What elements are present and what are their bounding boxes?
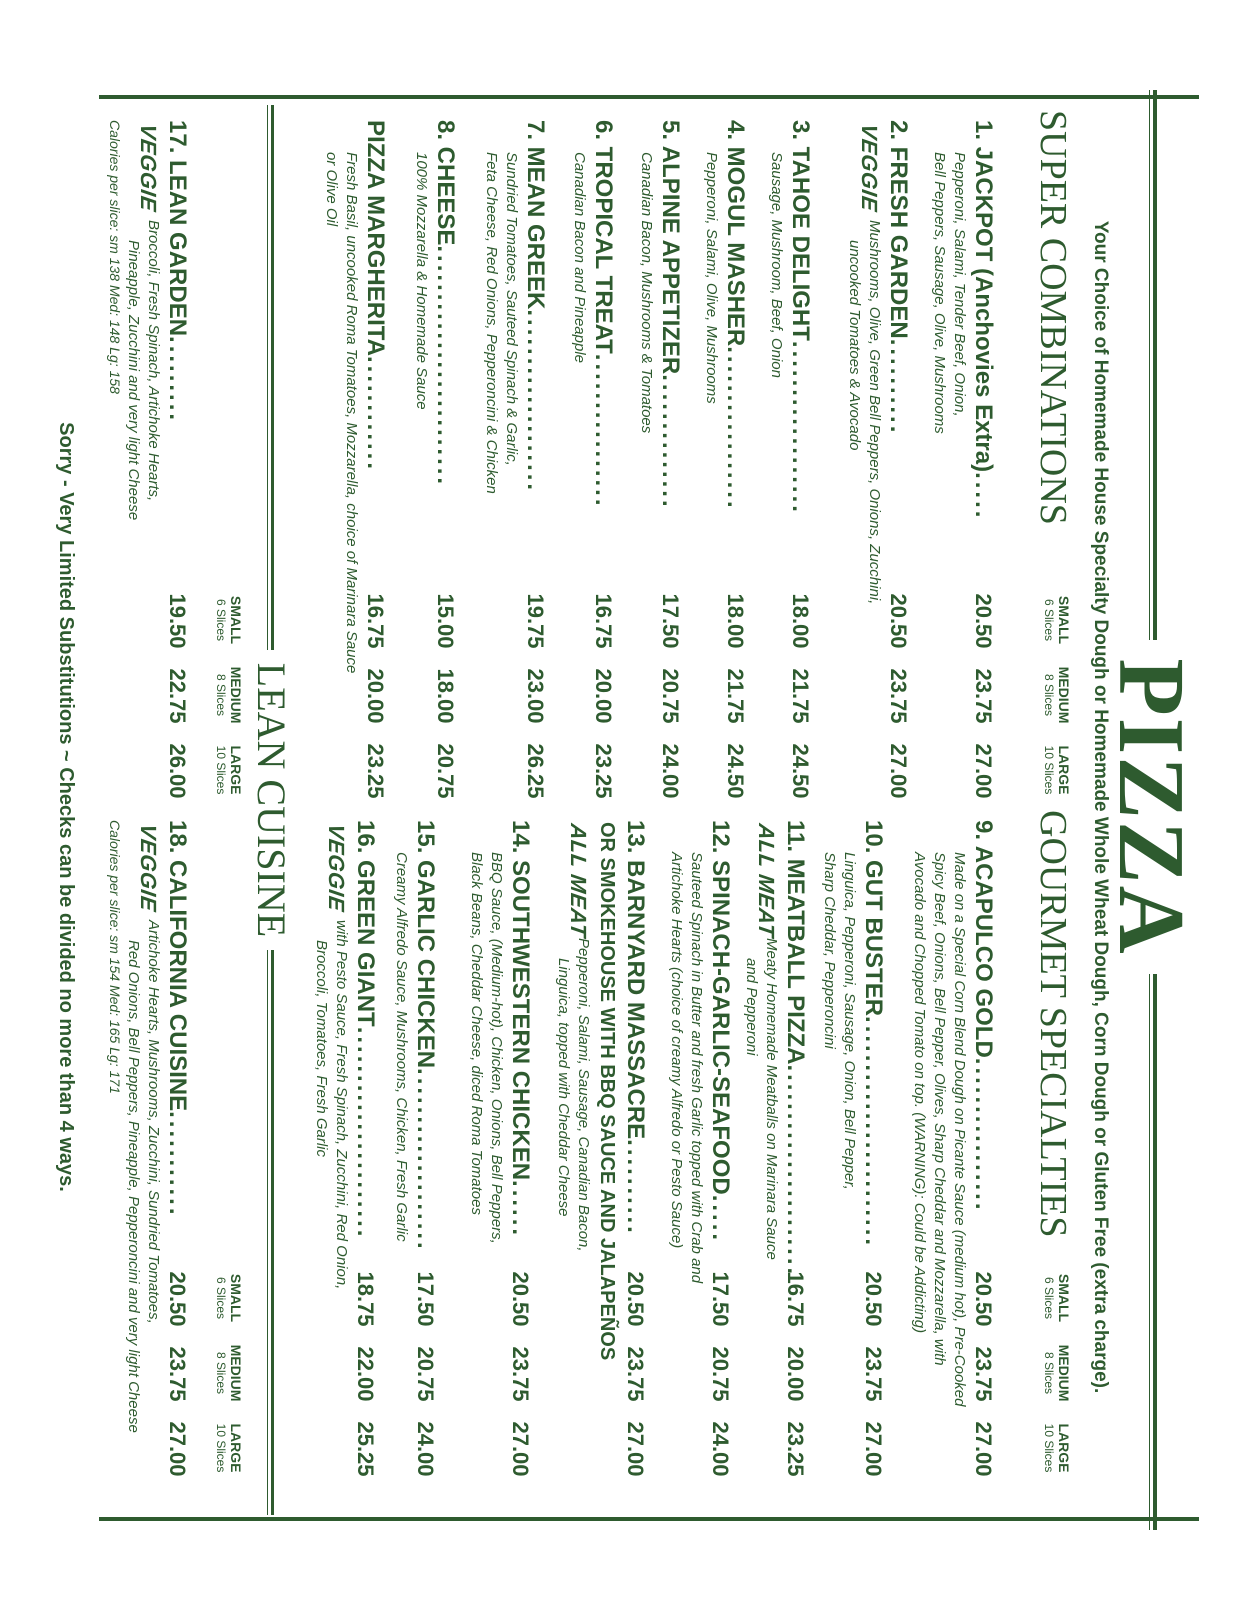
gourmet-medium-header: MEDIUM 8 Slices [1042,1344,1072,1402]
menu-item-desc-line: Pepperoni, Salami, Tender Beef, Onion, [951,152,968,417]
menu-item-dots: ............ [362,355,389,472]
menu-item-name-row [969,120,997,520]
menu-item-name-row [859,820,887,1248]
price-small: 19.50 [165,593,190,649]
menu-item-description [741,820,781,1277]
menu-item-name: 8. CHEESE [432,120,459,246]
gourmet-specialties-title: GOURMET SPECIALTIES [1032,810,1074,1238]
menu-item-name-row [163,120,191,520]
lean-large-header-2: LARGE 10 Slices [214,1423,244,1473]
super-medium-header: MEDIUM 8 Slices [1042,666,1072,724]
menu-item-dots: ..... [970,472,997,521]
menu-item-name: 9. ACAPULCO GOLD [970,820,997,1058]
menu-item [481,120,549,494]
price-medium: 22.75 [165,668,190,724]
menu-item-dots: ........... [164,1111,191,1218]
menu-item-name-row [706,820,734,1283]
price-large: 23.25 [591,743,616,799]
menu-item-desc-line: Artichoke Hearts, Mushrooms, Zucchini, Sundried Tomatoes, [145,920,162,1324]
menu-item-desc-line: Feta Cheese, Red Onions, Pepperoncini & Chicken [483,152,500,494]
menu-item [819,820,887,1248]
menu-item-description [411,120,431,487]
menu-item-dots: .......... [622,1139,649,1236]
menu-item-description [766,120,786,515]
price-small: 18.00 [723,593,748,649]
menu-item-desc-line: and Pepperoni [743,958,760,1056]
menu-item-description [123,120,163,520]
menu-item-desc-line: Broccoli, Fresh Spinach, Artichoke Hearts, [145,220,162,502]
menu-item-description [553,820,593,1360]
price-large: 24.50 [723,743,748,799]
menu-item-name: 11. MEATBALL PIZZA [782,820,809,1065]
price-large: 27.00 [165,1421,190,1477]
price-large: 26.25 [523,743,548,799]
menu-item-description [321,120,361,673]
menu-item-name: 6. TROPICAL TREAT [590,120,617,354]
menu-item-name: 3. TAHOE DELIGHT [787,120,814,341]
menu-item-description [701,120,721,511]
menu-item-description [844,120,884,604]
price-medium: 23.75 [971,668,996,724]
veggie-badge: VEGGIE [136,822,161,914]
menu-item-desc-line: Pepperoni, Salami, Sausage, Canadian Bacon, [575,938,592,1252]
price-large: 27.00 [886,743,911,799]
menu-item-desc-line: Sundried Tomatoes, Sauteed Spinach & Garlic, [503,152,520,466]
menu-item-dots: .......... [885,338,912,436]
menu-item [844,120,912,604]
menu-item-description [636,120,656,510]
menu-item-desc-line: Meaty Homemade Meatballs on Marinara Sauce [763,938,780,1260]
menu-item-description [819,820,859,1248]
menu-item-desc-line: Avocado and Chopped Tomato on top. (WARNING): Could be Addicting) [911,852,928,1334]
menu-item-dots: ........................ [860,1016,887,1249]
price-small: 18.00 [788,593,813,649]
menu-item-dots: ......... [164,336,191,424]
price-small: 20.50 [623,1271,648,1327]
page-title: PIZZA [1101,640,1201,974]
menu-item-name-row [884,120,912,604]
menu-item-name-row [721,120,749,511]
menu-item-description [909,820,969,1406]
price-large: 27.00 [508,1421,533,1477]
menu-item-desc-line: with Pesto Sauce, Fresh Spinach, Zucchini, Red Onion, [333,920,350,1290]
price-large: 20.75 [433,743,458,799]
menu-item [107,120,191,520]
menu-item-description [391,820,411,1252]
menu-item [741,820,809,1277]
menu-item [391,820,439,1252]
menu-item-desc-line: Sausage, Mushroom, Beef, Onion [768,152,785,378]
menu-item-desc-line: BBQ Sauce, (Medium-hot), Chicken, Onions, Bell Peppers, [488,852,505,1244]
menu-item-name-row [411,820,439,1252]
price-large: 24.50 [788,743,813,799]
menu-item-name-row [351,820,379,1289]
menu-item-desc-line: Canadian Bacon, Mushrooms & Tomatoes [638,152,655,434]
price-small: 20.50 [886,593,911,649]
menu-item-name-row [431,120,459,487]
menu-item-calories: Calories per slice: sm 138 Med: 148 Lg: 158 [107,120,123,394]
right-frame-rule [99,1517,1199,1521]
price-small: 20.50 [508,1271,533,1327]
price-small: 17.50 [413,1271,438,1327]
menu-item-dots: ...................... [352,1026,379,1240]
price-small: 19.75 [523,593,548,649]
menu-item-description [666,820,706,1283]
menu-item-desc-line: Broccoli, Tomatoes, Fresh Garlic [313,940,330,1158]
price-large: 25.25 [353,1421,378,1477]
footer-note: Sorry - Very Limited Substitutions ~ Checks can be divided no more than 4 ways. [55,422,77,1192]
lean-cuisine-title: LEAN CUISINE [249,650,293,950]
price-small: 17.50 [658,593,683,649]
menu-item-desc-line: Sharp Cheddar, Pepperoncini [821,852,838,1049]
menu-item-desc-line: Artichoke Hearts (choice of creamy Alfredo or Pesto Sauce) [668,852,685,1249]
all-meat-badge: ALL MEAT [754,822,779,940]
price-medium: 20.75 [708,1346,733,1402]
menu-item-name: 13. BARNYARD MASSACRE [622,820,649,1140]
price-large: 23.25 [783,1421,808,1477]
gourmet-small-header: SMALL 6 Slices [1042,1273,1072,1323]
menu-item-description [929,120,969,520]
price-small: 16.75 [783,1271,808,1327]
menu-item-name-row [786,120,814,515]
menu-item-dots: .................. [787,340,814,515]
menu-item-name: 1. JACKPOT (Anchovies Extra) [970,120,997,473]
page-subtitle: Your Choice of Homemade House Specialty Dough or Homemade Whole Wheat Dough, Corn Dough or Gluten Free (extra charge). [1090,220,1111,1394]
lean-large-header: LARGE 10 Slices [214,745,244,795]
menu-item [636,120,684,510]
menu-item-dots: ................ [590,353,617,509]
menu-item-desc-line: Mushrooms, Olive, Green Bell Peppers, Onions, Zucchini, [866,220,883,605]
menu-item-description [569,120,589,508]
price-medium: 23.00 [523,668,548,724]
menu-item-name: 18. CALIFORNIA CUISINE [164,820,191,1112]
menu-item-name: 16. GREEN GIANT [352,820,379,1027]
menu-item-name-row [781,820,809,1277]
price-large: 24.00 [708,1421,733,1477]
menu-item [701,120,749,511]
menu-item-name: 5. ALPINE APPETIZER [657,120,684,375]
menu-item-name: 4. MOGUL MASHER [722,120,749,347]
price-small: 18.75 [353,1271,378,1327]
price-small: 16.75 [591,593,616,649]
price-small: 15.00 [433,593,458,649]
menu-item-desc-line: Pepperoni, Salami, Olive, Mushrooms [703,152,720,404]
menu-item-description [123,820,163,1433]
menu-item-description [466,820,506,1244]
lean-small-header-2: SMALL 6 Slices [214,1273,244,1323]
gourmet-large-header: LARGE 10 Slices [1042,1423,1072,1473]
price-medium: 20.00 [363,668,388,724]
price-large: 23.25 [363,743,388,799]
price-medium: 20.75 [413,1346,438,1402]
price-medium: 23.75 [886,668,911,724]
menu-item-desc-line: uncooked Tomatoes & Avocado [846,240,863,451]
price-small: 20.50 [861,1271,886,1327]
menu-item-name-row [656,120,684,510]
menu-item-dots: ................ [970,1057,997,1213]
menu-item-desc-line: Canadian Bacon and Pineapple [571,152,588,364]
price-medium: 20.00 [783,1346,808,1402]
price-medium: 23.75 [508,1346,533,1402]
lean-small-header: SMALL 6 Slices [214,595,244,645]
price-small: 20.50 [971,593,996,649]
price-large: 26.00 [165,743,190,799]
menu-item-calories: Calories per slice: sm 154 Med: 165 Lg: 171 [107,820,123,1094]
price-medium: 23.75 [165,1346,190,1402]
menu-item [311,820,379,1289]
price-small: 17.50 [708,1271,733,1327]
menu-item-name: 15. GARLIC CHICKEN [412,820,439,1069]
price-medium: 21.75 [723,668,748,724]
menu-item-description [481,120,521,494]
menu-item-desc-line: Pineapple, Zucchini and very light Cheese [125,240,142,521]
menu-item-desc-line: Creamy Alfredo Sauce, Mushrooms, Chicken, Fresh Garlic [393,852,410,1242]
menu-item-name: 7. MEAN GREEK [522,120,549,310]
price-large: 24.00 [413,1421,438,1477]
menu-item-dots: ...... [507,1180,534,1239]
price-medium: 22.00 [353,1346,378,1402]
super-large-header: LARGE 10 Slices [1042,745,1072,795]
menu-item-dots: ................. [722,346,749,511]
menu-item [569,120,617,508]
price-medium: 23.75 [861,1346,886,1402]
menu-item-desc-line: Linguica, topped with Cheddar Cheese [555,958,572,1217]
price-small: 20.50 [971,1271,996,1327]
menu-item [929,120,997,520]
price-large: 27.00 [623,1421,648,1477]
super-small-header: SMALL 6 Slices [1042,595,1072,645]
price-medium: 23.75 [623,1346,648,1402]
all-meat-badge: ALL MEAT [566,822,591,940]
menu-item-desc-line: Made on a Special Corn Blend Dough on Picante Sauce (medium hot), Pre-Cooked [951,852,968,1407]
menu-item-name: 12. SPINACH-GARLIC-SEAFOOD [707,820,734,1195]
menu-item-desc-line: Red Onions, Bell Peppers, Pineapple, Pepperoncini and very light Cheese [125,940,142,1433]
menu-item-dots: .............. [657,374,684,510]
menu-item-dots: ......................... [432,245,459,488]
menu-item-dots: ................... [412,1068,439,1252]
menu-item-name-row [589,120,617,508]
price-medium: 18.00 [433,668,458,724]
menu-item-dots: ................... [522,309,549,494]
menu-item-dots: ...................... [782,1064,809,1278]
menu-item-desc-line: Fresh Basil, uncooked Roma Tomatoes, Mozzarella, choice of Marinara Sauce [343,152,360,674]
menu-item-name: PIZZA MARGHERITA [362,120,389,356]
menu-item [466,820,534,1244]
lean-medium-header-2: MEDIUM 8 Slices [214,1344,244,1402]
price-large: 27.00 [971,743,996,799]
menu-item [766,120,814,515]
menu-item-name: 14. SOUTHWESTERN CHICKEN [507,820,534,1181]
menu-item-dots: ..... [707,1194,734,1244]
menu-item-description [311,820,351,1289]
veggie-badge: VEGGIE [324,822,349,914]
price-medium: 20.00 [591,668,616,724]
menu-item-name-row [506,820,534,1244]
price-medium: 21.75 [788,668,813,724]
price-medium: 20.75 [658,668,683,724]
price-small: 20.50 [165,1271,190,1327]
menu-item-desc-line: Black Beans, Cheddar Cheese, diced Roma Tomatoes [468,852,485,1215]
menu-item-desc-line: 100% Mozzarella & Homemade Sauce [413,152,430,410]
menu-item-desc-line: Spicy Beef, Onions, Bell Pepper, Olives, Sharp Cheddar and Mozzarella, with [931,852,948,1366]
menu-item-desc-line: Bell Peppers, Sausage, Olive, Mushrooms [931,152,948,434]
menu-item-desc-line: Sauteed Spinach in Butter and fresh Garlic topped with Crab and [688,852,705,1284]
menu-item-name-row [521,120,549,494]
menu-item-name: 17. LEAN GARDEN [164,120,191,337]
price-large: 24.00 [658,743,683,799]
veggie-badge: VEGGIE [136,122,161,214]
menu-item-desc-line: or Olive Oil [323,152,340,227]
menu-item [411,120,459,487]
price-large: 27.00 [861,1421,886,1477]
price-medium: 23.75 [971,1346,996,1402]
super-combinations-title: SUPER COMBINATIONS [1032,110,1074,525]
price-large: 27.00 [971,1421,996,1477]
menu-item-desc-line: Linguica, Pepperoni, Sausage, Onion, Bell Pepper, [841,852,858,1190]
menu-item-name: 10. GUT BUSTER [860,820,887,1017]
menu-item-name-alt: OR SMOKEHOUSE WITH BBQ SAUCE AND JALAPEÑOS [596,822,618,1361]
left-frame-rule [99,95,1199,99]
lean-medium-header: MEDIUM 8 Slices [214,666,244,724]
veggie-badge: VEGGIE [857,122,882,214]
menu-item-name: 2. FRESH GARDEN [885,120,912,339]
price-small: 16.75 [363,593,388,649]
menu-item [666,820,734,1283]
